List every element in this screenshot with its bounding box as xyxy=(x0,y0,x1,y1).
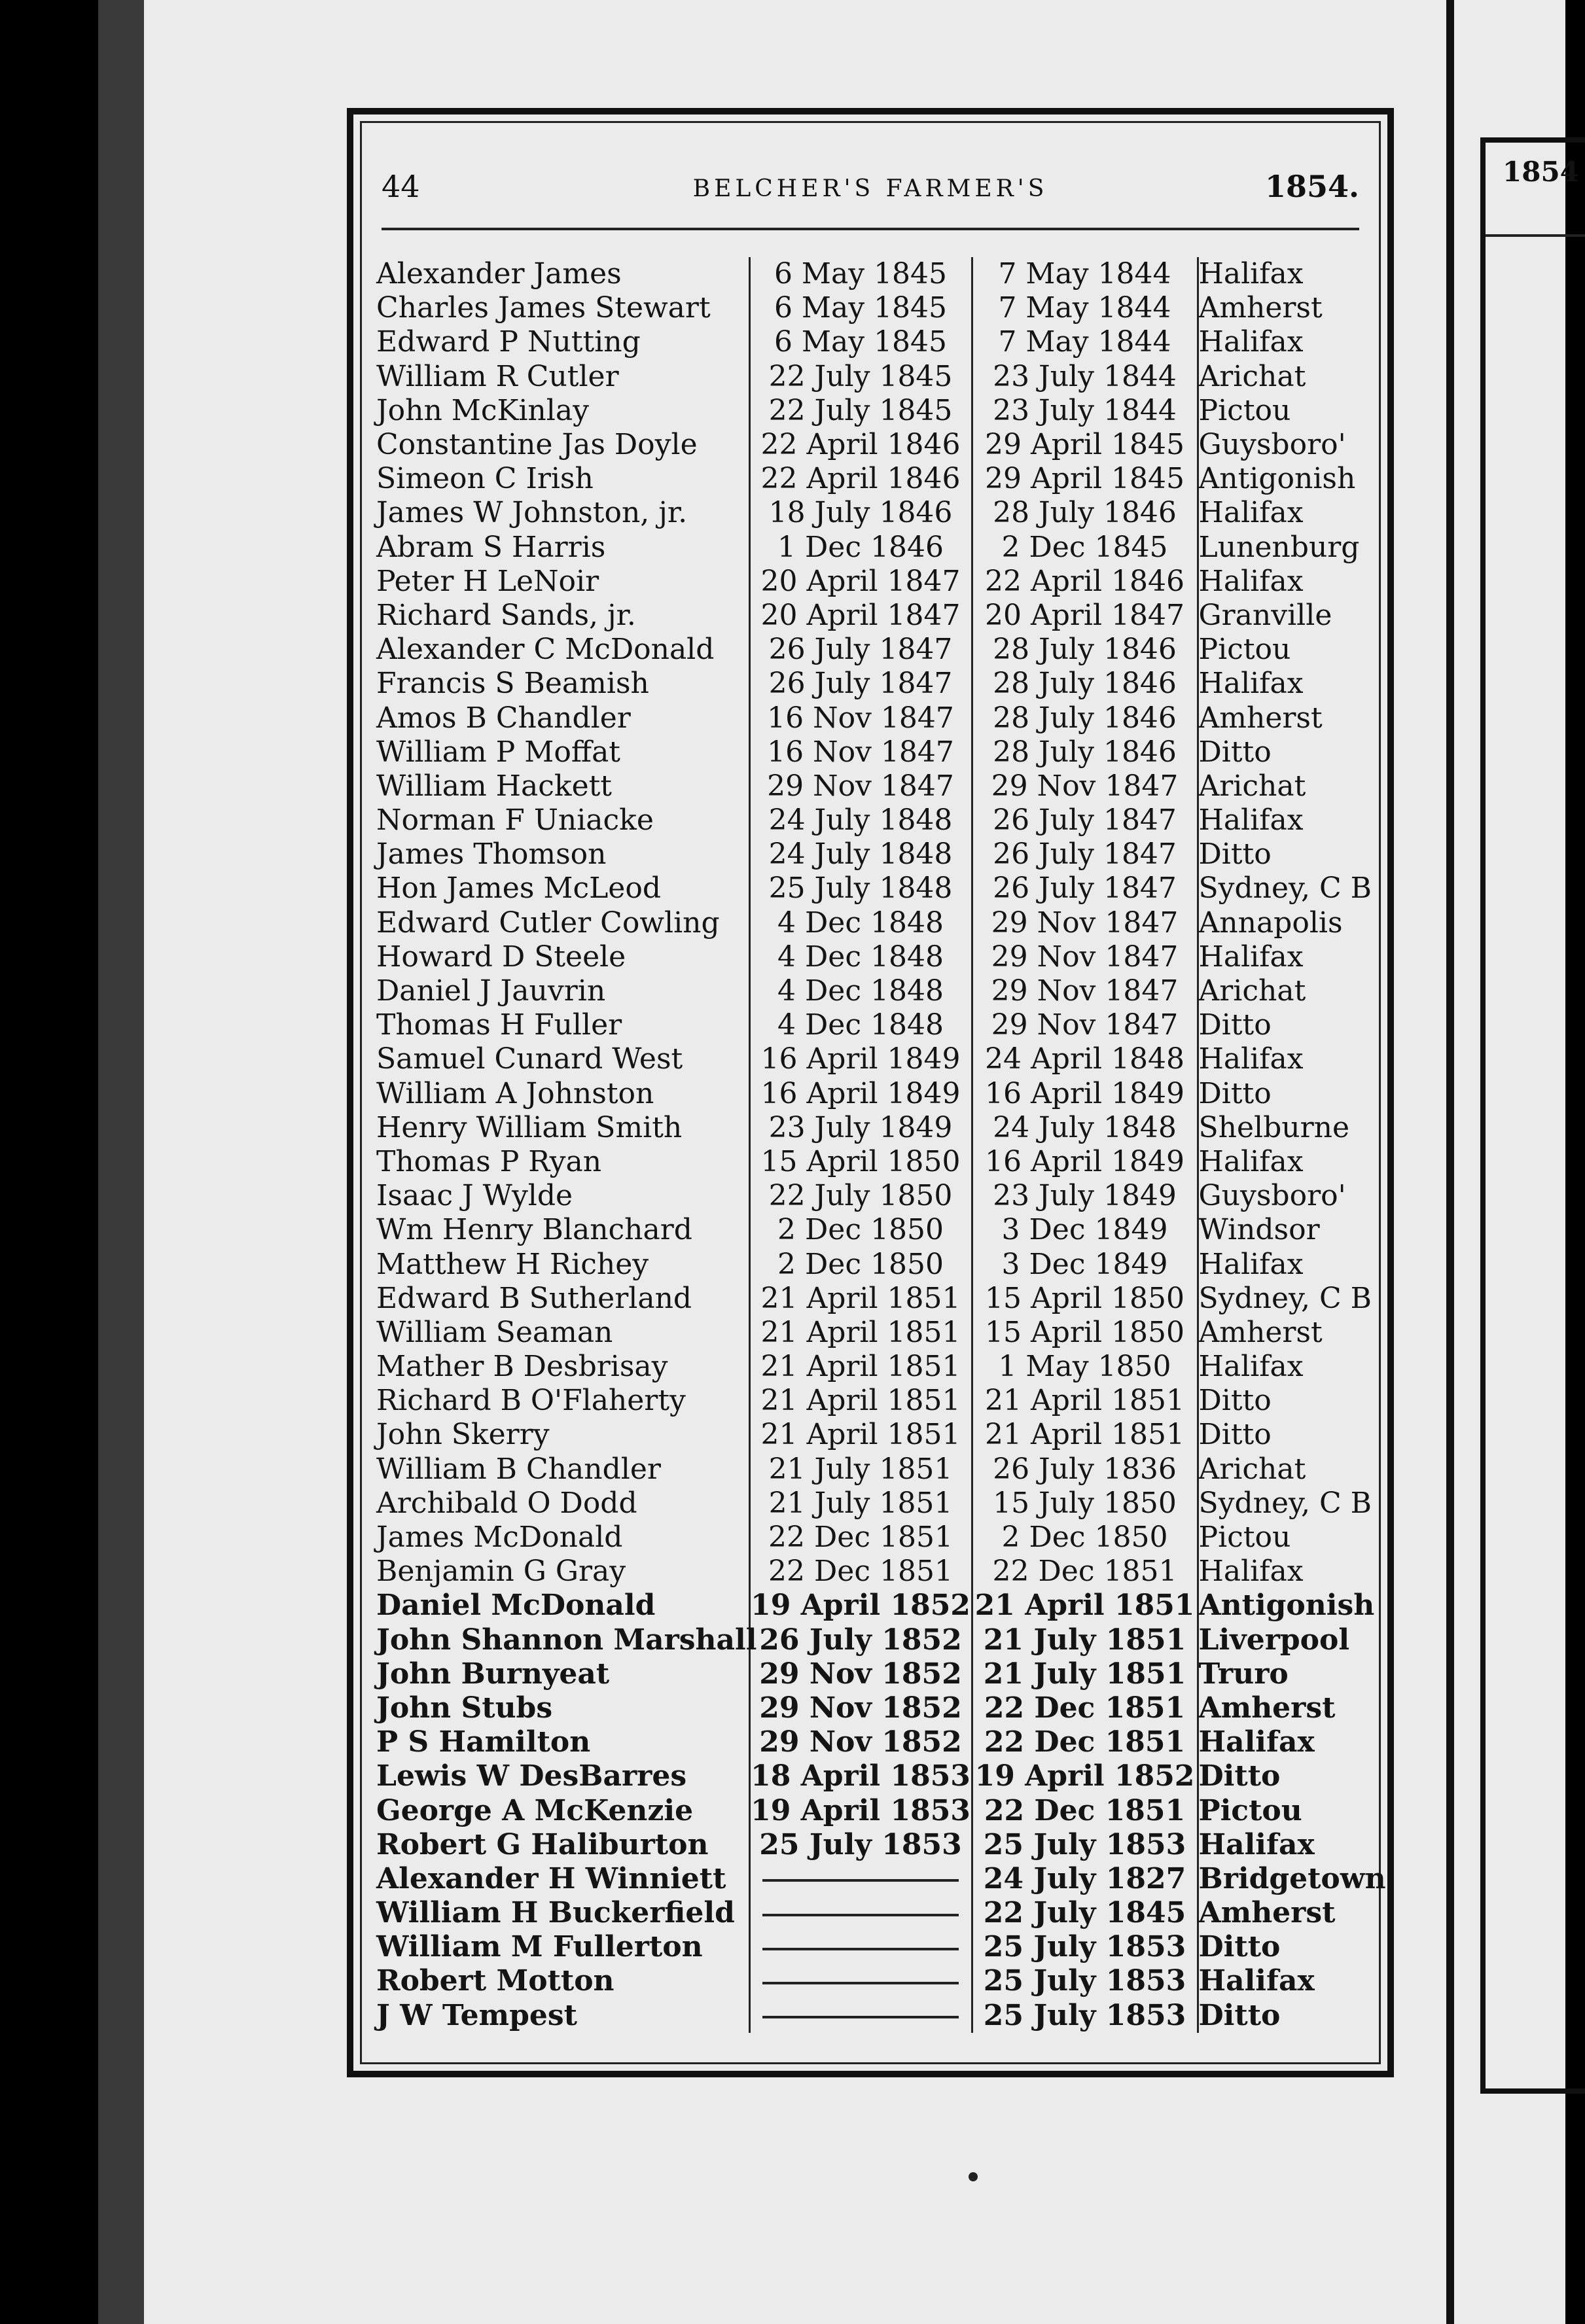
table-row xyxy=(376,1793,1374,1827)
place-name: Halifax xyxy=(1198,1144,1304,1178)
date-first: 6 May 1845 xyxy=(749,325,972,359)
right-page-year: 1854 xyxy=(1503,156,1579,188)
member-name: Alexander James xyxy=(376,257,622,291)
member-name: Alexander H Winniett xyxy=(376,1861,726,1895)
member-name: William Hackett xyxy=(376,769,612,803)
member-name: Samuel Cunard West xyxy=(376,1042,683,1076)
date-second: 24 July 1848 xyxy=(972,1111,1198,1145)
place-name: Pictou xyxy=(1198,393,1291,427)
place-name: Truro xyxy=(1198,1657,1289,1691)
date-first: 4 Dec 1848 xyxy=(749,1008,972,1042)
table-row xyxy=(376,1179,1374,1213)
table-row xyxy=(376,462,1374,496)
date-first: 16 April 1849 xyxy=(749,1042,972,1076)
member-name: William H Buckerfield xyxy=(376,1896,735,1930)
place-name: Halifax xyxy=(1198,1964,1315,1998)
date-first: 24 July 1848 xyxy=(749,803,972,837)
table-row xyxy=(376,837,1374,872)
place-name: Halifax xyxy=(1198,1247,1304,1281)
date-first: 2 Dec 1850 xyxy=(749,1247,972,1281)
date-first: 22 Dec 1851 xyxy=(749,1521,972,1555)
table-row xyxy=(376,769,1374,803)
place-name: Annapolis xyxy=(1198,906,1343,940)
member-name: J W Tempest xyxy=(376,1998,577,2032)
table-row xyxy=(376,1999,1374,2033)
blank-date-rule xyxy=(762,2016,959,2018)
date-second: 29 Nov 1847 xyxy=(972,940,1198,974)
member-name: John Stubs xyxy=(376,1691,553,1725)
date-first xyxy=(749,1964,972,1998)
place-name: Amherst xyxy=(1198,291,1323,325)
table-row xyxy=(376,1077,1374,1111)
date-first: 16 Nov 1847 xyxy=(749,701,972,735)
date-first: 15 April 1850 xyxy=(749,1145,972,1179)
table-row xyxy=(376,565,1374,599)
member-name: Charles James Stewart xyxy=(376,291,711,325)
right-page-edge xyxy=(1446,0,1579,2324)
place-name: Windsor xyxy=(1198,1213,1320,1247)
member-name: Edward P Nutting xyxy=(376,325,641,359)
date-first: 22 April 1846 xyxy=(749,428,972,462)
date-second: 22 July 1845 xyxy=(972,1896,1198,1930)
table-row xyxy=(376,1589,1374,1623)
date-first: 26 July 1847 xyxy=(749,667,972,701)
table-row xyxy=(376,1282,1374,1316)
place-name: Amherst xyxy=(1198,1315,1323,1349)
place-name: Antigonish xyxy=(1198,1589,1375,1623)
place-name: Ditto xyxy=(1198,1998,1281,2032)
header-year: 1854. xyxy=(1264,169,1359,204)
date-second: 25 July 1853 xyxy=(972,1828,1198,1862)
date-second: 29 Nov 1847 xyxy=(972,974,1198,1008)
member-name: James McDonald xyxy=(376,1521,623,1555)
member-name: P S Hamilton xyxy=(376,1725,591,1759)
member-name: Lewis W DesBarres xyxy=(376,1759,687,1793)
date-second: 2 Dec 1850 xyxy=(972,1521,1198,1555)
table-row xyxy=(376,701,1374,735)
right-page-rule xyxy=(1486,234,1585,237)
blank-date-rule xyxy=(762,1914,959,1916)
member-name: Robert Motton xyxy=(376,1964,614,1998)
table-row xyxy=(376,1930,1374,1964)
table-row xyxy=(376,633,1374,667)
date-second: 26 July 1847 xyxy=(972,872,1198,906)
blank-date-rule xyxy=(762,1879,959,1882)
place-name: Halifax xyxy=(1198,940,1304,974)
date-first: 25 July 1848 xyxy=(749,872,972,906)
place-name: Halifax xyxy=(1198,257,1304,291)
table-row xyxy=(376,1725,1374,1759)
member-name: George A McKenzie xyxy=(376,1793,694,1827)
date-first: 6 May 1845 xyxy=(749,291,972,325)
date-first: 21 July 1851 xyxy=(749,1452,972,1487)
date-second: 28 July 1846 xyxy=(972,667,1198,701)
member-name: Richard B O'Flaherty xyxy=(376,1384,686,1418)
member-name: Norman F Uniacke xyxy=(376,803,654,837)
table-row xyxy=(376,1657,1374,1691)
table-row xyxy=(376,1555,1374,1589)
table-row xyxy=(376,496,1374,530)
place-name: Ditto xyxy=(1198,1008,1272,1042)
member-name: John Burnyeat xyxy=(376,1657,610,1691)
date-second: 26 July 1847 xyxy=(972,837,1198,872)
place-name: Ditto xyxy=(1198,735,1272,769)
member-name: Francis S Beamish xyxy=(376,667,649,701)
date-second: 22 Dec 1851 xyxy=(972,1793,1198,1827)
table-row xyxy=(376,257,1374,291)
date-second: 29 April 1845 xyxy=(972,428,1198,462)
place-name: Halifax xyxy=(1198,1555,1304,1589)
roll-table xyxy=(376,257,1386,2033)
date-second: 25 July 1853 xyxy=(972,1964,1198,1998)
date-first: 21 April 1851 xyxy=(749,1282,972,1316)
date-second: 22 April 1846 xyxy=(972,565,1198,599)
date-second: 22 Dec 1851 xyxy=(972,1555,1198,1589)
date-second: 24 April 1848 xyxy=(972,1042,1198,1076)
date-first: 20 April 1847 xyxy=(749,565,972,599)
table-row xyxy=(376,1213,1374,1247)
table-row xyxy=(376,940,1374,974)
date-first: 4 Dec 1848 xyxy=(749,940,972,974)
table-row xyxy=(376,360,1374,394)
date-second: 24 July 1827 xyxy=(972,1862,1198,1896)
place-name: Amherst xyxy=(1198,1896,1336,1930)
member-name: Richard Sands, jr. xyxy=(376,598,636,632)
member-name: Matthew H Richey xyxy=(376,1247,649,1281)
date-second: 19 April 1852 xyxy=(972,1759,1198,1793)
place-name: Halifax xyxy=(1198,803,1304,837)
date-first: 21 July 1851 xyxy=(749,1487,972,1521)
date-first: 24 July 1848 xyxy=(749,837,972,872)
date-second: 21 April 1851 xyxy=(972,1384,1198,1418)
date-first: 29 Nov 1852 xyxy=(749,1725,972,1759)
page-frame xyxy=(347,108,1394,2077)
place-name: Ditto xyxy=(1198,1384,1272,1418)
page-number: 44 xyxy=(382,169,420,204)
date-first: 25 July 1853 xyxy=(749,1828,972,1862)
date-first: 29 Nov 1852 xyxy=(749,1657,972,1691)
member-name: Thomas P Ryan xyxy=(376,1144,602,1178)
member-name: Benjamin G Gray xyxy=(376,1555,626,1589)
date-second: 21 July 1851 xyxy=(972,1657,1198,1691)
date-first: 21 April 1851 xyxy=(749,1384,972,1418)
date-second: 21 July 1851 xyxy=(972,1623,1198,1657)
date-second: 3 Dec 1849 xyxy=(972,1213,1198,1247)
date-first: 29 Nov 1852 xyxy=(749,1691,972,1725)
member-name: Constantine Jas Doyle xyxy=(376,428,698,462)
date-second: 2 Dec 1845 xyxy=(972,531,1198,565)
place-name: Ditto xyxy=(1198,1076,1272,1110)
member-name: Robert G Haliburton xyxy=(376,1827,709,1861)
date-first: 4 Dec 1848 xyxy=(749,906,972,940)
date-second: 25 July 1853 xyxy=(972,1999,1198,2033)
table-row xyxy=(376,1862,1374,1896)
date-second: 29 April 1845 xyxy=(972,462,1198,496)
date-second: 28 July 1846 xyxy=(972,701,1198,735)
table-row xyxy=(376,531,1374,565)
place-name: Ditto xyxy=(1198,1759,1281,1793)
date-second: 25 July 1853 xyxy=(972,1930,1198,1964)
place-name: Ditto xyxy=(1198,1930,1281,1964)
date-first: 20 April 1847 xyxy=(749,599,972,633)
member-name: William R Cutler xyxy=(376,359,619,393)
table-row xyxy=(376,906,1374,940)
place-name: Ditto xyxy=(1198,1418,1272,1452)
date-first: 21 April 1851 xyxy=(749,1350,972,1384)
place-name: Amherst xyxy=(1198,1691,1336,1725)
date-first: 26 July 1847 xyxy=(749,633,972,667)
member-name: William Seaman xyxy=(376,1315,613,1349)
date-first: 1 Dec 1846 xyxy=(749,531,972,565)
roll-table-body xyxy=(376,257,1386,2033)
member-name: Isaac J Wylde xyxy=(376,1179,573,1213)
member-name: Howard D Steele xyxy=(376,940,626,974)
table-row xyxy=(376,1759,1374,1793)
member-name: John Skerry xyxy=(376,1418,550,1452)
table-row xyxy=(376,872,1374,906)
member-name: Thomas H Fuller xyxy=(376,1008,622,1042)
table-row xyxy=(376,291,1374,325)
place-name: Liverpool xyxy=(1198,1623,1350,1657)
member-name: Amos B Chandler xyxy=(376,701,631,735)
member-name: Hon James McLeod xyxy=(376,872,661,906)
member-name: Mather B Desbrisay xyxy=(376,1350,668,1384)
member-name: William A Johnston xyxy=(376,1076,654,1110)
table-row xyxy=(376,1008,1374,1042)
place-name: Halifax xyxy=(1198,1350,1304,1384)
table-row xyxy=(376,1691,1374,1725)
member-name: Daniel McDonald xyxy=(376,1589,656,1623)
date-second: 21 April 1851 xyxy=(972,1418,1198,1452)
table-row xyxy=(376,735,1374,769)
place-name: Halifax xyxy=(1198,1725,1315,1759)
member-name: John Shannon Marshall xyxy=(376,1623,757,1657)
member-name: James Thomson xyxy=(376,837,607,872)
table-row xyxy=(376,325,1374,359)
member-name: Edward Cutler Cowling xyxy=(376,906,720,940)
date-first: 23 July 1849 xyxy=(749,1111,972,1145)
place-name: Pictou xyxy=(1198,1793,1302,1827)
running-title: BELCHER'S FARMER'S xyxy=(692,175,1048,202)
place-name: Amherst xyxy=(1198,701,1323,735)
date-second: 16 April 1849 xyxy=(972,1145,1198,1179)
place-name: Guysboro' xyxy=(1198,1179,1346,1213)
place-name: Antigonish xyxy=(1198,462,1356,496)
member-name: Archibald O Dodd xyxy=(376,1486,637,1520)
date-first: 4 Dec 1848 xyxy=(749,974,972,1008)
place-name: Granville xyxy=(1198,598,1332,632)
table-row xyxy=(376,1042,1374,1076)
member-name: William M Fullerton xyxy=(376,1930,703,1964)
place-name: Arichat xyxy=(1198,359,1306,393)
place-name: Arichat xyxy=(1198,1452,1306,1486)
member-name: Abram S Harris xyxy=(376,530,606,564)
date-second: 29 Nov 1847 xyxy=(972,1008,1198,1042)
table-row xyxy=(376,1384,1374,1418)
member-name: Henry William Smith xyxy=(376,1110,683,1144)
place-name: Shelburne xyxy=(1198,1110,1350,1144)
date-first: 22 July 1845 xyxy=(749,360,972,394)
place-name: Halifax xyxy=(1198,1042,1304,1076)
table-row xyxy=(376,1111,1374,1145)
place-name: Pictou xyxy=(1198,1521,1291,1555)
date-first: 18 April 1853 xyxy=(749,1759,972,1793)
place-name: Bridgetown xyxy=(1198,1861,1386,1895)
place-name: Sydney, C B xyxy=(1198,1281,1372,1315)
date-first: 22 April 1846 xyxy=(749,462,972,496)
date-second: 23 July 1849 xyxy=(972,1179,1198,1213)
right-page-frame xyxy=(1480,137,1585,2094)
date-second: 7 May 1844 xyxy=(972,257,1198,291)
table-row xyxy=(376,1145,1374,1179)
date-second: 22 Dec 1851 xyxy=(972,1725,1198,1759)
date-second: 7 May 1844 xyxy=(972,291,1198,325)
date-first: 16 April 1849 xyxy=(749,1077,972,1111)
date-second: 26 July 1836 xyxy=(972,1452,1198,1487)
date-first: 21 April 1851 xyxy=(749,1418,972,1452)
date-second: 28 July 1846 xyxy=(972,496,1198,530)
date-first: 19 April 1852 xyxy=(749,1589,972,1623)
member-name: James W Johnston, jr. xyxy=(376,496,688,530)
place-name: Lunenburg xyxy=(1198,530,1360,564)
table-row xyxy=(376,599,1374,633)
date-second: 16 April 1849 xyxy=(972,1077,1198,1111)
date-second: 7 May 1844 xyxy=(972,325,1198,359)
date-second: 15 July 1850 xyxy=(972,1487,1198,1521)
table-row xyxy=(376,1828,1374,1862)
member-name: Wm Henry Blanchard xyxy=(376,1213,692,1247)
table-row xyxy=(376,667,1374,701)
member-name: Alexander C McDonald xyxy=(376,633,715,667)
table-row xyxy=(376,1452,1374,1487)
date-first xyxy=(749,1896,972,1930)
date-second: 20 April 1847 xyxy=(972,599,1198,633)
date-first: 2 Dec 1850 xyxy=(749,1213,972,1247)
date-second: 1 May 1850 xyxy=(972,1350,1198,1384)
page-inner-frame xyxy=(360,121,1386,2064)
member-name: William P Moffat xyxy=(376,735,620,769)
book-spine xyxy=(98,0,151,2324)
table-row xyxy=(376,1350,1374,1384)
blank-date-rule xyxy=(762,1982,959,1984)
member-name: William B Chandler xyxy=(376,1452,661,1486)
table-row xyxy=(376,1418,1374,1452)
date-first: 22 Dec 1851 xyxy=(749,1555,972,1589)
date-first: 18 July 1846 xyxy=(749,496,972,530)
date-first: 29 Nov 1847 xyxy=(749,769,972,803)
place-name: Ditto xyxy=(1198,837,1272,872)
date-first xyxy=(749,1862,972,1896)
table-row xyxy=(376,803,1374,837)
place-name: Pictou xyxy=(1198,633,1291,667)
place-name: Guysboro' xyxy=(1198,428,1346,462)
place-name: Halifax xyxy=(1198,1827,1315,1861)
member-name: John McKinlay xyxy=(376,393,589,427)
date-first: 26 July 1852 xyxy=(749,1623,972,1657)
date-first: 22 July 1850 xyxy=(749,1179,972,1213)
date-second: 15 April 1850 xyxy=(972,1316,1198,1350)
date-second: 29 Nov 1847 xyxy=(972,906,1198,940)
date-first xyxy=(749,1999,972,2033)
table-row xyxy=(376,1487,1374,1521)
table-row xyxy=(376,394,1374,428)
place-name: Arichat xyxy=(1198,974,1306,1008)
date-first: 22 July 1845 xyxy=(749,394,972,428)
place-name: Halifax xyxy=(1198,496,1304,530)
blank-date-rule xyxy=(762,1948,959,1950)
member-name: Edward B Sutherland xyxy=(376,1281,692,1315)
table-row xyxy=(376,1521,1374,1555)
place-name: Halifax xyxy=(1198,667,1304,701)
table-row xyxy=(376,428,1374,462)
date-second: 26 July 1847 xyxy=(972,803,1198,837)
date-second: 23 July 1844 xyxy=(972,360,1198,394)
member-name: Simeon C Irish xyxy=(376,462,594,496)
table-row xyxy=(376,1964,1374,1998)
date-first xyxy=(749,1930,972,1964)
table-row xyxy=(376,1316,1374,1350)
date-second: 15 April 1850 xyxy=(972,1282,1198,1316)
place-name: Halifax xyxy=(1198,564,1304,598)
date-second: 28 July 1846 xyxy=(972,633,1198,667)
date-second: 3 Dec 1849 xyxy=(972,1247,1198,1281)
place-name: Arichat xyxy=(1198,769,1306,803)
member-name: Daniel J Jauvrin xyxy=(376,974,606,1008)
place-name: Halifax xyxy=(1198,325,1304,359)
date-second: 23 July 1844 xyxy=(972,394,1198,428)
date-second: 29 Nov 1847 xyxy=(972,769,1198,803)
member-name: Peter H LeNoir xyxy=(376,564,599,598)
table-row xyxy=(376,974,1374,1008)
ink-spot xyxy=(969,2172,978,2181)
date-first: 21 April 1851 xyxy=(749,1316,972,1350)
date-second: 28 July 1846 xyxy=(972,735,1198,769)
page-header xyxy=(382,169,1359,230)
date-second: 22 Dec 1851 xyxy=(972,1691,1198,1725)
date-first: 19 April 1853 xyxy=(749,1793,972,1827)
place-name: Sydney, C B xyxy=(1198,1486,1372,1520)
date-second: 21 April 1851 xyxy=(972,1589,1198,1623)
date-first: 6 May 1845 xyxy=(749,257,972,291)
place-name: Sydney, C B xyxy=(1198,872,1372,906)
table-row xyxy=(376,1896,1374,1930)
table-row xyxy=(376,1623,1374,1657)
table-row xyxy=(376,1247,1374,1281)
date-first: 16 Nov 1847 xyxy=(749,735,972,769)
